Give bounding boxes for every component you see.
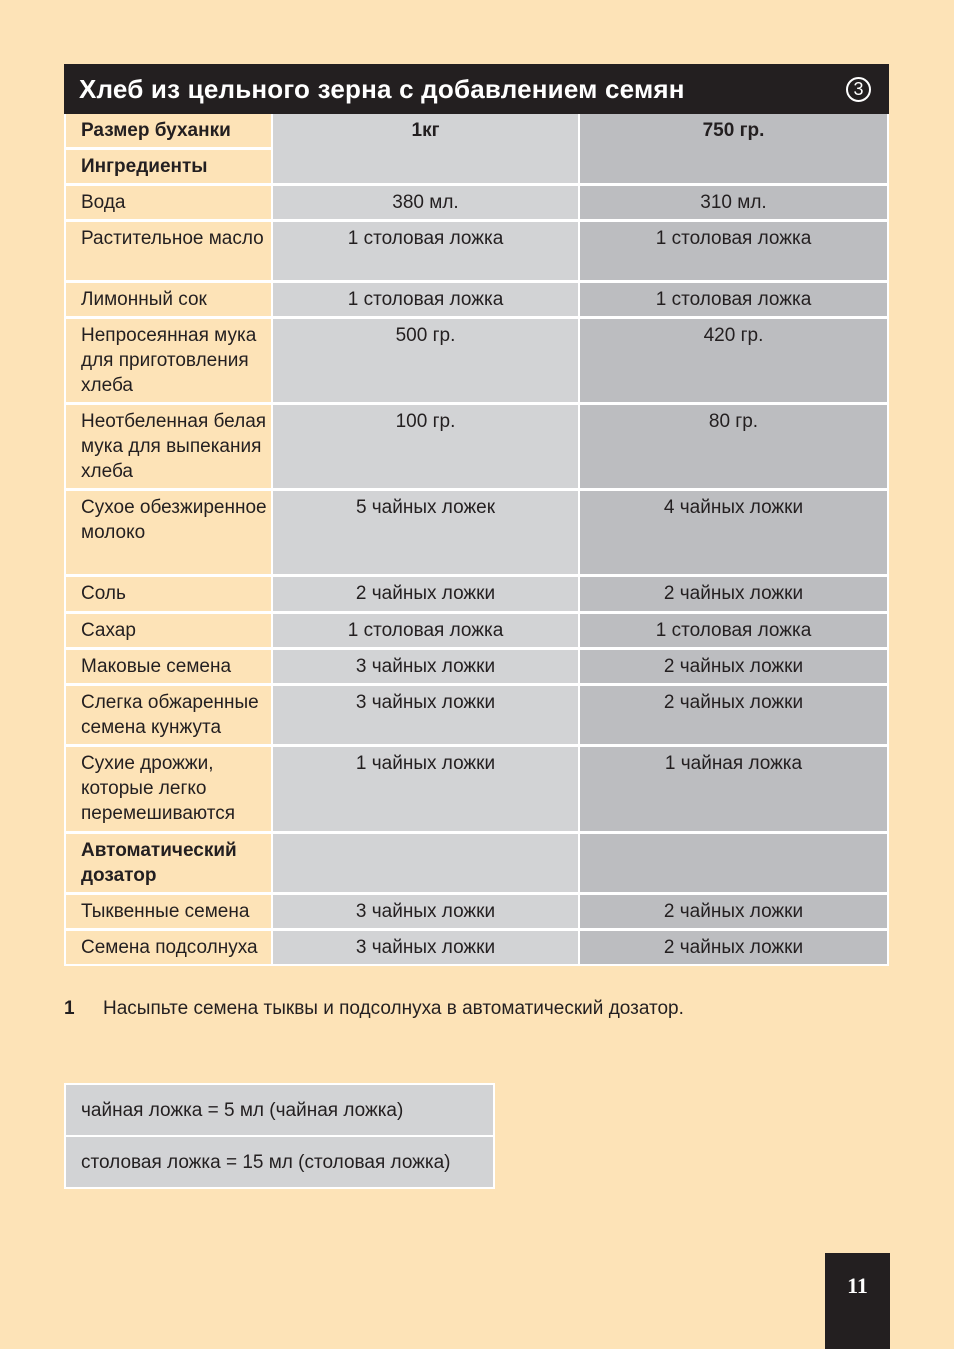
table-row	[64, 405, 889, 491]
amount-750g: 2 чайных ложки	[580, 650, 889, 686]
amount-1kg: 3 чайных ложки	[273, 686, 580, 747]
ingredient-name: Непросеянная мука для приготовления хлеба	[64, 319, 273, 405]
ingredient-name: Сухие дрожжи, которые легко перемешиваются	[64, 747, 273, 834]
recipe-title: Хлеб из цельного зерна с добавлением семян	[79, 73, 685, 104]
table-row	[64, 222, 889, 283]
ingredient-name: Лимонный сок	[64, 283, 273, 319]
ingredient-name: Слегка обжаренные семена кунжута	[64, 686, 273, 747]
step-text: Насыпьте семена тыквы и подсолнуха в автоматический дозатор.	[103, 998, 684, 1019]
amount-750g: 1 столовая ложка	[580, 614, 889, 650]
ingredient-name: Вода	[64, 186, 273, 222]
amount-750g: 420 гр.	[580, 319, 889, 405]
amount-1kg: 500 гр.	[273, 319, 580, 405]
table-row	[64, 319, 889, 405]
table-row	[64, 686, 889, 747]
amount-1kg: 3 чайных ложки	[273, 650, 580, 686]
table-row	[64, 577, 889, 614]
ingredient-name: Маковые семена	[64, 650, 273, 686]
amount-1kg: 3 чайных ложки	[273, 895, 580, 931]
dispenser-empty-750g	[580, 834, 889, 895]
ingredient-name: Семена подсолнуха	[64, 931, 273, 966]
step-number: 1	[64, 998, 75, 1019]
amount-750g: 2 чайных ложки	[580, 577, 889, 614]
ingredient-name: Тыквенные семена	[64, 895, 273, 931]
recipe-header	[64, 64, 889, 114]
table-row	[64, 283, 889, 319]
loaf-size-row	[64, 114, 889, 150]
table-row	[64, 491, 889, 577]
recipe-table	[64, 64, 889, 966]
dispenser-header-row	[64, 834, 889, 895]
amount-1kg: 2 чайных ложки	[273, 577, 580, 614]
amount-1kg: 1 чайных ложки	[273, 747, 580, 834]
ingredient-name: Сахар	[64, 614, 273, 650]
note-teaspoon: чайная ложка = 5 мл (чайная ложка)	[66, 1085, 493, 1135]
dispenser-empty-1kg	[273, 834, 580, 895]
ingredient-name: Неотбеленная белая мука для выпекания хлеба	[64, 405, 273, 491]
amount-750g: 1 столовая ложка	[580, 222, 889, 283]
amount-1kg: 100 гр.	[273, 405, 580, 491]
table-row	[64, 650, 889, 686]
note-tablespoon: столовая ложка = 15 мл (столовая ложка)	[66, 1137, 493, 1187]
ingredient-name: Сухое обезжиренное молоко	[64, 491, 273, 577]
ingredients-grid	[64, 114, 889, 966]
amount-750g: 80 гр.	[580, 405, 889, 491]
size-header-1kg: 1кг	[273, 114, 580, 186]
measurement-note	[64, 1083, 495, 1189]
size-header-750g: 750 гр.	[580, 114, 889, 186]
table-row	[64, 747, 889, 834]
instruction-step	[64, 996, 684, 1021]
ingredient-name: Соль	[64, 577, 273, 614]
table-row	[64, 895, 889, 931]
amount-1kg: 3 чайных ложки	[273, 931, 580, 966]
amount-750g: 2 чайных ложки	[580, 686, 889, 747]
ingredients-label: Ингредиенты	[64, 150, 273, 186]
amount-1kg: 1 столовая ложка	[273, 614, 580, 650]
table-row	[64, 186, 889, 222]
loaf-size-label: Размер буханки	[64, 114, 273, 150]
recipe-number-badge: 3	[846, 77, 871, 102]
amount-1kg: 380 мл.	[273, 186, 580, 222]
amount-750g: 1 столовая ложка	[580, 283, 889, 319]
table-row	[64, 614, 889, 650]
ingredient-name: Растительное масло	[64, 222, 273, 283]
dispenser-label: Автоматический дозатор	[64, 834, 273, 895]
amount-750g: 2 чайных ложки	[580, 931, 889, 966]
amount-750g: 2 чайных ложки	[580, 895, 889, 931]
amount-1kg: 1 столовая ложка	[273, 283, 580, 319]
page-number: 11	[825, 1253, 890, 1349]
amount-1kg: 5 чайных ложек	[273, 491, 580, 577]
amount-750g: 4 чайных ложки	[580, 491, 889, 577]
amount-750g: 310 мл.	[580, 186, 889, 222]
amount-1kg: 1 столовая ложка	[273, 222, 580, 283]
amount-750g: 1 чайная ложка	[580, 747, 889, 834]
table-row	[64, 931, 889, 966]
